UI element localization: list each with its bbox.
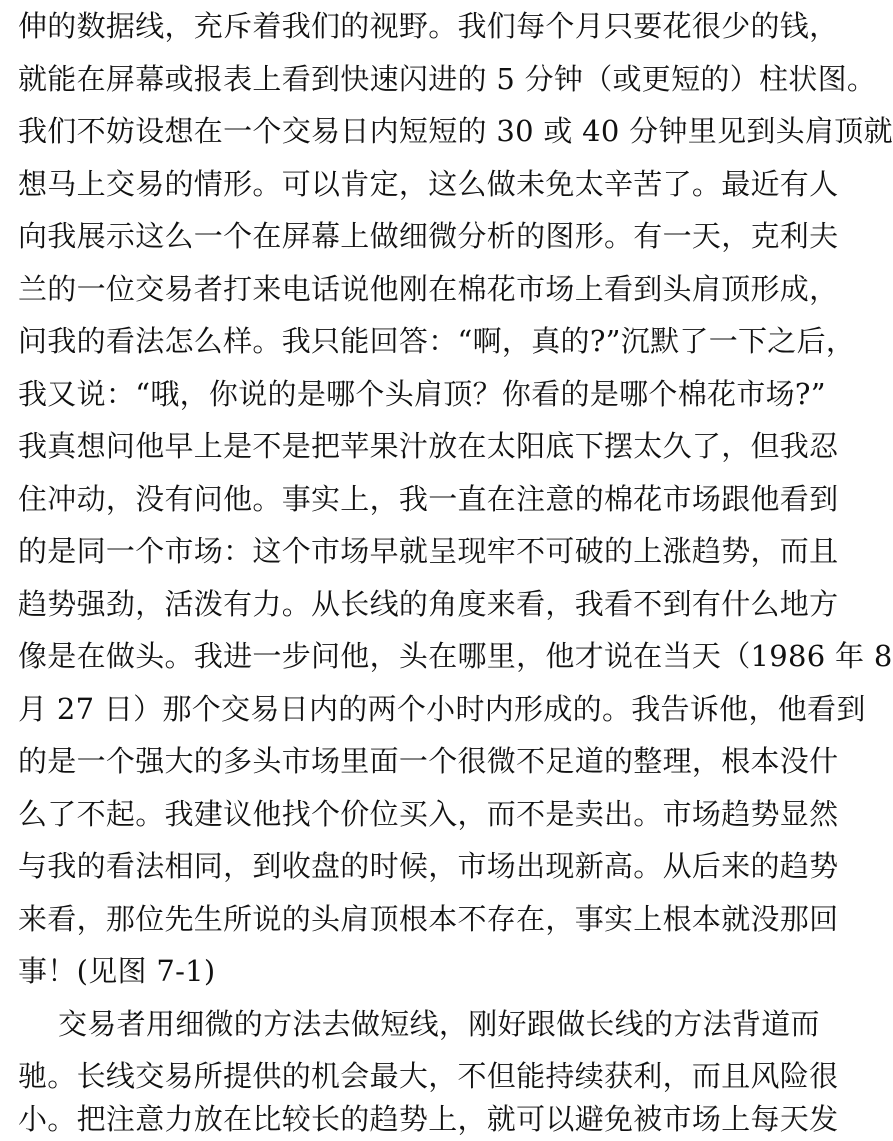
text-line: 与我的看法相同，到收盘的时候，市场出现新高。从后来的趋势 [18, 849, 839, 883]
text-line: 我们不妨设想在一个交易日内短短的 30 或 40 分钟里见到头肩顶就 [18, 114, 893, 148]
text-line: 问我的看法怎么样。我只能回答：“啊，真的?”沉默了一下之后， [18, 324, 856, 358]
text-line: 事！(见图 7-1) [18, 954, 216, 988]
text-line: 向我展示这么一个在屏幕上做细微分析的图形。有一天，克利夫 [18, 219, 839, 253]
text-line: 兰的一位交易者打来电话说他刚在棉花市场上看到头肩顶形成， [18, 272, 839, 306]
text-line: 住冲动，没有问他。事实上，我一直在注意的棉花市场跟他看到 [18, 482, 839, 516]
text-line: 么了不起。我建议他找个价位买入，而不是卖出。市场趋势显然 [18, 797, 839, 831]
text-line: 像是在做头。我进一步问他，头在哪里，他才说在当天（1986 年 8 [18, 639, 893, 673]
text-line: 我真想问他早上是不是把苹果汁放在太阳底下摆太久了，但我忍 [18, 429, 839, 463]
text-line: 小。把注意力放在比较长的趋势上，就可以避免被市场上每天发 [18, 1102, 839, 1136]
text-line: 驰。长线交易所提供的机会最大，不但能持续获利，而且风险很 [18, 1059, 839, 1093]
text-line: 来看，那位先生所说的头肩顶根本不存在，事实上根本就没那回 [18, 902, 839, 936]
text-line: 想马上交易的情形。可以肯定，这么做未免太辛苦了。最近有人 [18, 167, 839, 201]
text-line: 的是同一个市场：这个市场早就呈现牢不可破的上涨趋势，而且 [18, 534, 839, 568]
text-line: 我又说：“哦，你说的是哪个头肩顶？你看的是哪个棉花市场?” [18, 377, 826, 411]
text-line: 交易者用细微的方法去做短线，刚好跟做长线的方法背道而 [58, 1007, 820, 1041]
text-line: 就能在屏幕或报表上看到快速闪进的 5 分钟（或更短的）柱状图。 [18, 62, 877, 96]
text-line: 的是一个强大的多头市场里面一个很微不足道的整理，根本没什 [18, 744, 839, 778]
text-line: 月 27 日）那个交易日内的两个小时内形成的。我告诉他，他看到 [18, 692, 866, 726]
text-line: 伸的数据线，充斥着我们的视野。我们每个月只要花很少的钱， [18, 9, 839, 43]
text-line: 趋势强劲，活泼有力。从长线的角度来看，我看不到有什么地方 [18, 587, 839, 621]
